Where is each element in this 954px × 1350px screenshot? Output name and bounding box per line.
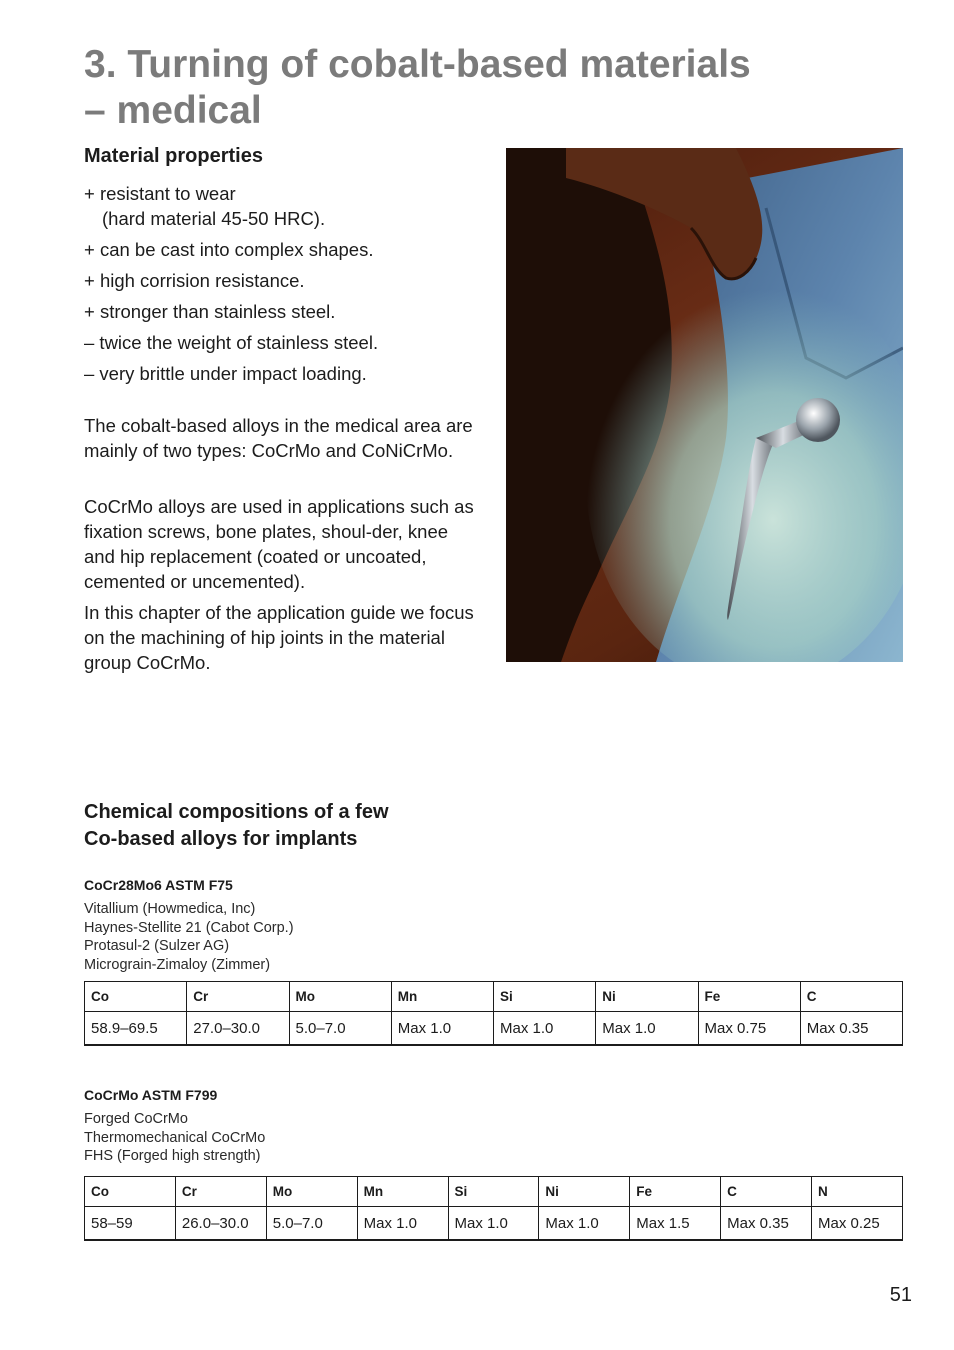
alloy-code-f75: CoCr28Mo6 ASTM F75 — [84, 877, 233, 893]
chemical-heading-line-2: Co-based alloys for implants — [84, 828, 358, 850]
property-item: + high corrision resistance. — [84, 270, 305, 291]
material-properties-list — [84, 181, 484, 392]
property-item: + stronger than stainless steel. — [84, 301, 336, 322]
table-cell: 5.0–7.0 — [289, 1012, 391, 1046]
table-cell: Max 1.0 — [391, 1012, 493, 1046]
property-item: – twice the weight of stainless steel. — [84, 332, 379, 353]
focus-paragraph: In this chapter of the application guide we focus on the machining of hip joints in the material group CoCrMo. — [84, 602, 474, 673]
brand-item: Protasul-2 (Sulzer AG) — [84, 938, 230, 954]
applications-paragraph: CoCrMo alloys are used in applications such as fixation screws, bone plates, shoul-der, knee and hip replacement (coated or uncoated, cemented or uncemented). — [84, 496, 474, 592]
hip-implant-photo — [506, 148, 903, 662]
table-header-cell: Cr — [175, 1177, 266, 1207]
table-header-cell: Si — [448, 1177, 539, 1207]
table-cell: Max 0.25 — [812, 1207, 903, 1241]
table-header-cell: Fe — [698, 982, 800, 1012]
table-header-cell: Ni — [539, 1177, 630, 1207]
alloy-brand-list — [84, 900, 584, 974]
property-item-text: + resistant to wear — [84, 183, 236, 204]
property-item-subtext: (hard material 45-50 HRC). — [102, 208, 326, 229]
table-row — [85, 1012, 903, 1046]
title-line-2: – medical — [84, 89, 262, 132]
property-item — [84, 181, 484, 231]
brand-item: Forged CoCrMo — [84, 1111, 188, 1127]
table-cell: Max 0.75 — [698, 1012, 800, 1046]
table-header-cell: Fe — [630, 1177, 721, 1207]
table-row — [85, 1207, 903, 1241]
table-cell: Max 0.35 — [721, 1207, 812, 1241]
table-header-cell: C — [721, 1177, 812, 1207]
alloy-code-f799: CoCrMo ASTM F799 — [84, 1087, 218, 1103]
table-cell: Max 1.5 — [630, 1207, 721, 1241]
table-cell: 58–59 — [85, 1207, 176, 1241]
table-cell: 27.0–30.0 — [187, 1012, 289, 1046]
table-header-cell: N — [812, 1177, 903, 1207]
table-header-cell: Mn — [357, 1177, 448, 1207]
table-cell: Max 1.0 — [596, 1012, 698, 1046]
brand-item: Micrograin-Zimaloy (Zimmer) — [84, 956, 271, 973]
hip-implant-illustration — [506, 148, 903, 662]
table-header-cell: Co — [85, 1177, 176, 1207]
brand-item: Vitallium (Howmedica, Inc) — [84, 901, 256, 917]
table-header-cell: Mo — [289, 982, 391, 1012]
table-header-cell: Mo — [266, 1177, 357, 1207]
brand-item: Thermomechanical CoCrMo — [84, 1129, 266, 1146]
page-title — [84, 42, 864, 134]
table-header-cell: Ni — [596, 982, 698, 1012]
table-cell: Max 1.0 — [357, 1207, 448, 1241]
intro-paragraph: The cobalt-based alloys in the medical area are mainly of two types: CoCrMo and CoNiCrMo. — [84, 415, 473, 461]
table-header-cell: Si — [494, 982, 596, 1012]
table-header-row — [85, 1177, 903, 1207]
chemical-heading-line-1: Chemical compositions of a few — [84, 801, 389, 823]
table-cell: Max 0.35 — [800, 1012, 902, 1046]
table-cell: 58.9–69.5 — [85, 1012, 187, 1046]
table-header-cell: Co — [85, 982, 187, 1012]
table-cell: Max 1.0 — [539, 1207, 630, 1241]
material-properties-heading: Material properties — [84, 145, 263, 167]
table-cell: Max 1.0 — [448, 1207, 539, 1241]
table-cell: 5.0–7.0 — [266, 1207, 357, 1241]
table-header-row — [85, 982, 903, 1012]
table-cell: Max 1.0 — [494, 1012, 596, 1046]
brand-item: FHS (Forged high strength) — [84, 1148, 261, 1164]
page-number: 51 — [889, 1284, 912, 1306]
chemical-compositions-heading — [84, 799, 389, 853]
alloy-brand-list — [84, 1110, 584, 1166]
title-line-1: 3. Turning of cobalt-based materials — [84, 43, 751, 86]
table-cell: 26.0–30.0 — [175, 1207, 266, 1241]
table-header-cell: Mn — [391, 982, 493, 1012]
brand-item: Haynes-Stellite 21 (Cabot Corp.) — [84, 919, 294, 936]
property-item: + can be cast into complex shapes. — [84, 239, 374, 260]
table-header-cell: C — [800, 982, 902, 1012]
table-header-cell: Cr — [187, 982, 289, 1012]
composition-table-f75 — [84, 981, 903, 1046]
property-item: – very brittle under impact loading. — [84, 363, 367, 384]
composition-table-f799 — [84, 1176, 903, 1241]
